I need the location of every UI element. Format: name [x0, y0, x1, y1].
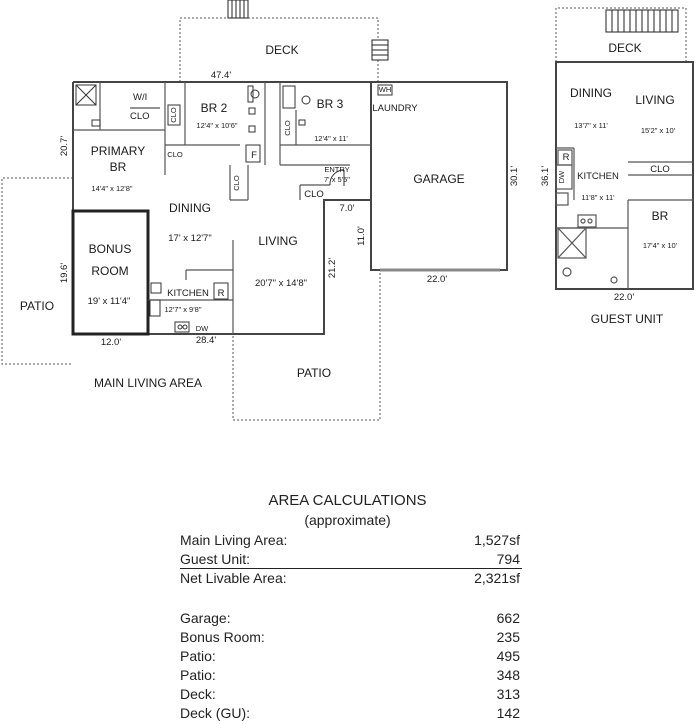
- primary-label-1: PRIMARY: [90, 144, 146, 158]
- stairs-gu: [606, 10, 678, 32]
- dining-label: DINING: [169, 201, 211, 215]
- gu-br-label: BR: [651, 209, 669, 223]
- area-row-value: 142: [496, 705, 520, 721]
- primary-label-2: BR: [109, 160, 127, 174]
- gu-dining-label: DINING: [570, 86, 612, 100]
- gu-living-label: LIVING: [635, 93, 675, 107]
- entry-label: ENTRY: [324, 165, 350, 174]
- dining-dim: 17' x 12'7": [168, 233, 212, 244]
- wh-label: WH: [378, 85, 392, 94]
- gu-br-dim: 17'4" x 10': [642, 241, 678, 250]
- guest-unit-interior: [556, 148, 693, 289]
- area-row-value: 662: [496, 610, 520, 626]
- deck-label: DECK: [265, 43, 299, 57]
- kitchen-label: KITCHEN: [167, 288, 209, 299]
- guest-unit-title: GUEST UNIT: [590, 312, 664, 326]
- dim-garage-220: 22.0': [426, 274, 448, 285]
- patio-bottom-label: PATIO: [296, 366, 332, 380]
- stairs-top: [228, 0, 248, 18]
- area-calc-title: AREA CALCULATIONS: [268, 492, 427, 509]
- dim-living-212: 21.2': [327, 257, 338, 279]
- area-row-value: 235: [496, 629, 520, 645]
- gu-kitchen-dim: 11'8" x 11': [581, 193, 615, 202]
- living-label: LIVING: [258, 234, 298, 248]
- wi-label: W/I: [133, 92, 148, 103]
- area-row: [180, 705, 520, 724]
- area-row-label: Deck:: [180, 686, 216, 702]
- dim-bottom-120: 12.0': [100, 337, 122, 348]
- area-row-label: Patio:: [180, 648, 216, 664]
- br2-clo: CLO: [169, 107, 178, 123]
- gu-dim-220: 22.0': [613, 292, 635, 303]
- area-row: [180, 648, 520, 667]
- dim-left-207: 20.7': [59, 135, 70, 157]
- bonus-dim: 19' x 11'4": [87, 296, 131, 307]
- dim-garage-301: 30.1': [509, 165, 520, 187]
- gu-deck-label: DECK: [608, 41, 642, 55]
- gu-dim-361: 36.1': [540, 165, 551, 187]
- gu-dw-label: DW: [557, 170, 566, 184]
- area-row-label: Net Livable Area:: [180, 570, 287, 586]
- area-row-value: 495: [496, 648, 520, 664]
- dw-label: DW: [195, 324, 209, 333]
- br2-dim: 12'4" x 10'6": [196, 121, 238, 130]
- area-row-total: [180, 570, 520, 589]
- area-row-label: Patio:: [180, 667, 216, 683]
- br3-dim: 12'4" x 11': [314, 134, 348, 143]
- dim-top: 47.4': [210, 70, 232, 81]
- area-row-value: 794: [496, 551, 520, 567]
- area-row-label: Deck (GU):: [180, 705, 250, 721]
- sum-rule: [180, 568, 522, 569]
- gu-r-label: R: [562, 152, 570, 163]
- area-row-value: 313: [496, 686, 520, 702]
- entry-clo: CLO: [304, 189, 324, 200]
- small-clo: CLO: [167, 150, 183, 159]
- dim-left-196: 19.6': [59, 262, 70, 284]
- area-row-label: Garage:: [180, 610, 231, 626]
- living-dim: 20'7" x 14'8": [254, 278, 308, 289]
- f-label: F: [251, 150, 257, 161]
- gu-dining-dim: 13'7" x 11': [574, 121, 608, 130]
- area-row-label: Main Living Area:: [180, 532, 288, 548]
- laundry-label: LAUNDRY: [372, 103, 418, 114]
- entry-dim: 7' x 5'5": [324, 175, 350, 184]
- br3-label: BR 3: [316, 97, 344, 111]
- bonus-label-1: BONUS: [88, 242, 132, 256]
- dim-entry-110: 11.0': [356, 226, 367, 246]
- area-row: [180, 610, 520, 629]
- r-label: R: [217, 288, 225, 299]
- primary-dim: 14'4" x 12'8": [91, 184, 133, 193]
- area-calc-subtitle: (approximate): [304, 512, 391, 528]
- area-row: [180, 686, 520, 705]
- bonus-label-2: ROOM: [91, 264, 129, 278]
- gu-living-dim: 15'2" x 10': [640, 126, 676, 135]
- wi-clo-label: CLO: [130, 111, 150, 122]
- dim-bottom-284: 28.4': [195, 335, 217, 346]
- area-row: [180, 629, 520, 648]
- patio-bottom-outline: [233, 270, 380, 420]
- gu-kitchen-label: KITCHEN: [577, 171, 619, 182]
- area-row: [180, 667, 520, 686]
- stairs-deck: [372, 40, 388, 60]
- gu-clo-label: CLO: [650, 164, 670, 175]
- main-living-title: MAIN LIVING AREA: [93, 376, 203, 390]
- kitchen-dim: 12'7" x 9'8": [164, 305, 202, 314]
- hall-clo: CLO: [232, 175, 241, 191]
- area-row-label: Bonus Room:: [180, 629, 265, 645]
- area-row-value: 2,321sf: [474, 570, 520, 586]
- garage-label: GARAGE: [413, 172, 465, 186]
- patio-left-label: PATIO: [19, 299, 55, 313]
- area-row-value: 348: [496, 667, 520, 683]
- dim-entry-70: 7.0': [339, 203, 355, 214]
- area-row-label: Guest Unit:: [180, 551, 251, 567]
- br2-label: BR 2: [200, 101, 228, 115]
- area-row-value: 1,527sf: [474, 532, 520, 548]
- br3-clo: CLO: [283, 120, 292, 136]
- area-row: [180, 532, 520, 551]
